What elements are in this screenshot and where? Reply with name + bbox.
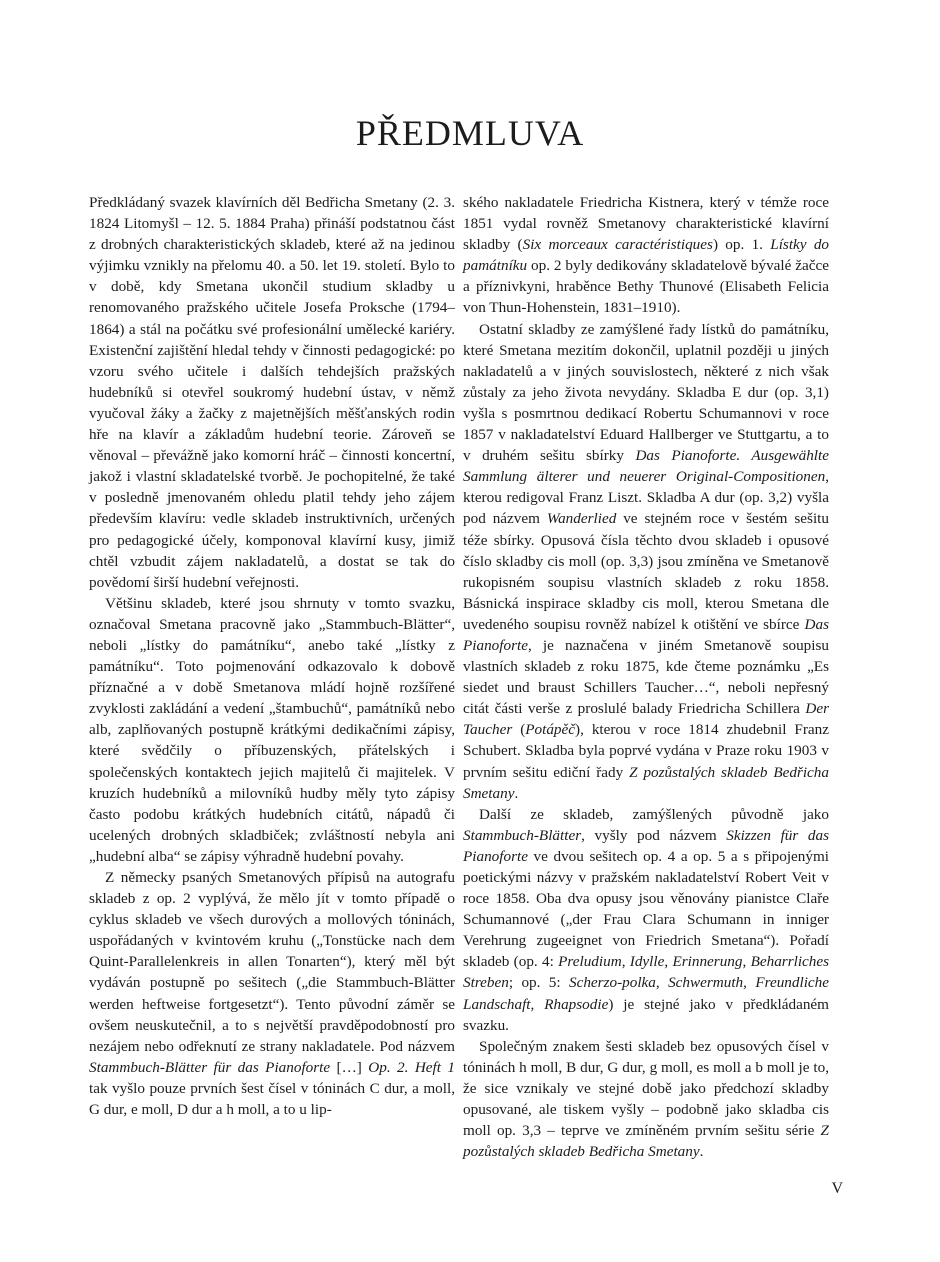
italic-text: Preludium	[558, 953, 622, 971]
text-run: Společným znakem šesti skladeb bez opusových čísel v tóninách h moll, B dur, G dur, g moll, es moll a b moll je to, že sice vznikaly ve stejné době jako předchozí skladby opusované, ale tiskem vyšly – podobně jako skladba cis moll op. 3,3 – teprve ve zmíněném prvním sešitu série	[463, 1037, 829, 1140]
italic-text: Schwermuth	[668, 974, 744, 992]
text-run: , je naznačena v jiném Smetanově soupisu vlastních skladeb z roku 1875, kde čteme poznámku „Es siedet und braust Schillers Taucher…“, neboli nepřesný citát části verše z proslulé balady Friedricha Schillera	[463, 636, 829, 718]
paragraph	[89, 192, 455, 593]
text-run: (	[512, 721, 526, 739]
italic-text: Skizzen für das Pianoforte	[463, 826, 829, 865]
text-run: ,	[742, 953, 751, 971]
text-run: […]	[330, 1058, 369, 1076]
italic-text: Wanderlied	[546, 510, 617, 528]
text-column-right	[463, 192, 829, 1162]
italic-text: Freundliche Landschaft	[463, 974, 829, 1013]
italic-text: Rhapsodie	[544, 995, 609, 1013]
text-run: , kterou redigoval Franz Liszt. Skladba A dur (op. 3,2) vyšla pod názvem	[463, 468, 829, 528]
text-run: Další ze skladeb, zamýšlených původně jako	[479, 805, 829, 823]
italic-text: Stammbuch-Blätter	[463, 826, 582, 844]
text-run: Ostatní skladby ze zamýšlené řady lístků do památníku, které Smetana mezitím dokončil, uplatnil později u jiných nakladatelů a v jiných souvislostech, některé z nich však zůstaly za jeho života nevydány. Skladba E dur (op. 3,1) vyšla s posmrtnou dedikací Robertu Schumannovi v roce 1857 v nakladatelství Eduard Hallberger ve Stuttgartu, a to v druhém sešitu sbírky	[463, 320, 829, 465]
italic-text: Stammbuch-Blätter für das Pianoforte	[89, 1058, 331, 1076]
text-run: ; op. 5:	[508, 974, 569, 992]
paragraph	[463, 319, 829, 804]
text-run: ) je stejné jako v předkládaném svazku.	[463, 995, 829, 1034]
italic-text: Das Pianoforte. Ausgewählte Sammlung älterer und neuerer Original-Compositionen	[463, 447, 829, 486]
text-run: ) op. 1.	[712, 236, 771, 254]
italic-text: Der Taucher	[463, 700, 829, 739]
text-run: ,	[664, 953, 673, 971]
text-run: ,	[621, 953, 630, 971]
text-run: ), kterou v roce 1814 zhudebnil Franz Schubert. Skladba byla poprvé vydána v Praze roku 1903 v prvním sešitu ediční řady	[463, 721, 829, 781]
italic-text: Idylle	[629, 953, 665, 971]
text-run: , vyšly pod názvem	[581, 826, 727, 844]
page-title: PŘEDMLUVA	[355, 113, 585, 153]
text-column-left	[89, 192, 455, 1120]
paragraph	[463, 1036, 829, 1163]
text-run: ve stejném roce v šestém sešitu téže sbírky. Opusová čísla těchto dvou skladeb i opusové číslo skladby cis moll (op. 3,3) jsou zmíněna ve Smetanově rukopisném soupisu vlastních skladeb z roku 1858. Básnická inspirace skladby cis moll, kterou Smetana dle uvedeného soupisu rovněž nabízel k otištění ve sbírce	[463, 510, 829, 633]
italic-text: Potápěč	[525, 721, 576, 739]
paragraph	[89, 593, 455, 867]
text-run: .	[514, 784, 519, 802]
text-run: ,	[655, 974, 669, 992]
text-run: ského nakladatele Friedricha Kistnera, který v témže roce 1851 vydal rovněž Smetanovy charakteristické klavírní skladby (	[463, 194, 829, 254]
text-run: ve dvou sešitech op. 4 a op. 5 a s připojenými poetickými názvy v pražském nakladatelství Robert Veit v roce 1858. Oba dva opusy jsou věnovány pianistce Claře Schumannové („der Frau Clara Schumann in inniger Verehrung zugeeignet von Friedrich Smetana“). Pořadí skladeb (op. 4:	[463, 847, 829, 971]
italic-text: Z pozůstalých skladeb Bedřicha Smetany	[463, 763, 829, 802]
text-run: Většinu skladeb, které jsou shrnuty v tomto svazku, označoval Smetana pracovně jako „Stammbuch-Blätter“, neboli „lístky do památníku“, anebo také „lístky z památníku“. Toto pojmenování odkazovalo k dobově příznačné a v době Smetanova mládí hojně rozšířené zvyklosti zakládání a vedení „štambuchů“, památníků nebo alb, zaplňovaných postupně krátkými dedikačními zápisy, které svědčily o příbuzenských, přátelských i společenských kontaktech jejich majitelů či majitelek. V kruzích hudebníků a milovníků hudby měly tyto zápisy často podobu krátkých hudebních citátů, nápadů či ucelených drobných skladbiček; zvláštností nebyla ani „hudební alba“ se zápisy výhradně hudební povahy.	[89, 594, 455, 865]
italic-text: Scherzo-polka	[569, 974, 656, 992]
italic-text: Beharrliches Streben	[463, 953, 830, 992]
text-run: .	[699, 1143, 704, 1161]
paragraph	[89, 867, 455, 1120]
text-run: Z německy psaných Smetanových přípisů na autografu skladeb z op. 2 vyplývá, že mělo jít v tomto případě o cyklus skladeb ve všech durových a mollových tóninách, uspořádaných v kvintovém kruhu („Tonstücke nach dem Quint-Parallelenkreis in allen Tonarten“), který měl být vydáván postupně po sešitech („die Stammbuch-Blätter werden heftweise fortgesetzt“). Tento původní záměr se ovšem neuskutečnil, a to s největší pravděpodobností pro nezájem nebo odřeknutí ze strany nakladatele. Pod názvem	[89, 869, 455, 1055]
italic-text: Six morceaux caractéristiques	[522, 236, 713, 254]
italic-text: Lístky do památníku	[463, 236, 830, 275]
italic-text: Op. 2. Heft 1	[368, 1058, 455, 1076]
paragraph	[463, 804, 829, 1036]
italic-text: Erinnerung	[672, 953, 743, 971]
text-run: ,	[530, 995, 545, 1013]
italic-text: Z pozůstalých skladeb Bedřicha Smetany	[463, 1122, 829, 1161]
paragraph	[463, 192, 829, 319]
text-run: op. 2 byly dedikovány skladatelově bývalé žačce a příznivkyni, hraběnce Bethy Thunové (Elisabeth Felicia von Thun-Hohenstein, 1831–1910).	[463, 257, 829, 317]
italic-text: Das Pianoforte	[463, 615, 829, 654]
text-run: Předkládaný svazek klavírních děl Bedřicha Smetany (2. 3. 1824 Litomyšl – 12. 5. 1884 Praha) přináší podstatnou část z drobných charakteristických skladeb, které až na jedinou výjimku vznikly na přelomu 40. a 50. let 19. století. Bylo to v době, kdy Smetana ukončil studium skladby u renomovaného pražského učitele Josefa Proksche (1794–1864) a stál na počátku své profesionální umělecké kariéry. Existenční zajištění hledal tehdy v činnosti pedagogické: po vzoru svého učitele i dalších tehdejších pražských hudebníků si otevřel soukromý hudební ústav, v němž vyučoval žáky a žačky z majetnějších měšťanských rodin hře na klavír a základům hudební teorie. Zároveň se věnoval – převážně jako komorní hráč – činnosti koncertní, jakož i vlastní skladatelské tvorbě. Je pochopitelné, že také v posledně jmenovaném ohledu platil tehdy jeho zájem především klavíru: vedle skladeb instruktivních, určených pro pedagogické účely, komponoval klavírní kusy, jimiž chtěl vzbudit zájem nakladatelů, a dostat se tak do povědomí širší hudební veřejnosti.	[89, 194, 455, 591]
page-number: V	[831, 1180, 843, 1197]
text-run: ,	[743, 974, 756, 992]
text-run: tak vyšlo pouze prvních šest čísel v tóninách C dur, a moll, G dur, e moll, D dur a h moll, a to u lip-	[89, 1079, 455, 1119]
